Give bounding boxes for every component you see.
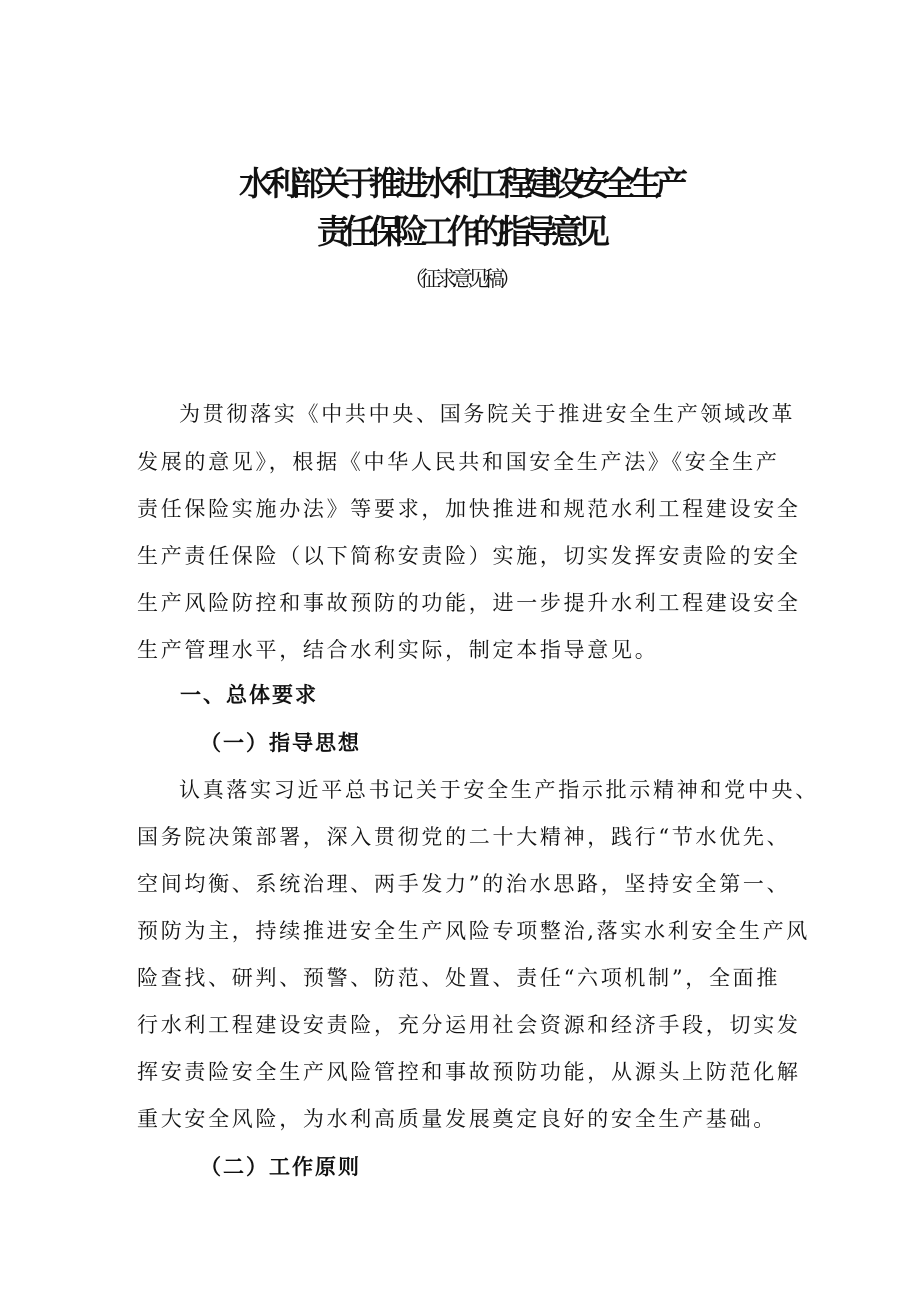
intro-line: 生产风险防控和事故预防的功能，进一步提升水利工程建设安全	[137, 591, 801, 615]
intro-line: 为贯彻落实《中共中央、国务院关于推进安全生产领域改革	[179, 402, 796, 426]
body-line: 空间均衡、系统治理、两手发力”的治水思路，坚持安全第一、	[137, 872, 791, 896]
intro-line: 生产管理水平，结合水利实际，制定本指导意见。	[137, 638, 659, 662]
document-title-line-2: 责任保险工作的指导意见	[317, 212, 603, 251]
draft-subtitle: （征求意见稿）	[404, 267, 516, 291]
body-line: 险查找、研判、预警、防范、处置、责任“六项机制”，全面推	[137, 966, 781, 990]
body-line: 国务院决策部署，深入贯彻党的二十大精神，践行“节水优先、	[137, 825, 791, 849]
intro-line: 责任保险实施办法》等要求，加快推进和规范水利工程建设安全	[137, 497, 801, 521]
intro-line: 发展的意见》，根据《中华人民共和国安全生产法》《安全生产	[137, 450, 780, 474]
body-line: 认真落实习近平总书记关于安全生产指示批示精神和党中央、	[179, 778, 819, 802]
intro-line: 生产责任保险（以下简称安责险）实施，切实发挥安责险的安全	[137, 544, 801, 568]
subsection-heading: （二）工作原则	[200, 1155, 361, 1179]
subsection-heading: （一）指导思想	[200, 731, 361, 755]
section-heading: 一、总体要求	[180, 683, 318, 707]
body-line: 重大安全风险，为水利高质量发展奠定良好的安全生产基础。	[137, 1107, 777, 1131]
body-line: 挥安责险安全生产风险管控和事故预防功能，从源头上防范化解	[137, 1060, 801, 1084]
document-title-line-1: 水利部关于推进水利工程建设安全生产	[239, 164, 681, 203]
body-line: 行水利工程建设安责险，充分运用社会资源和经济手段，切实发	[137, 1013, 801, 1037]
body-line: 预防为主，持续推进安全生产风险专项整治,落实水利安全生产风	[137, 919, 810, 943]
